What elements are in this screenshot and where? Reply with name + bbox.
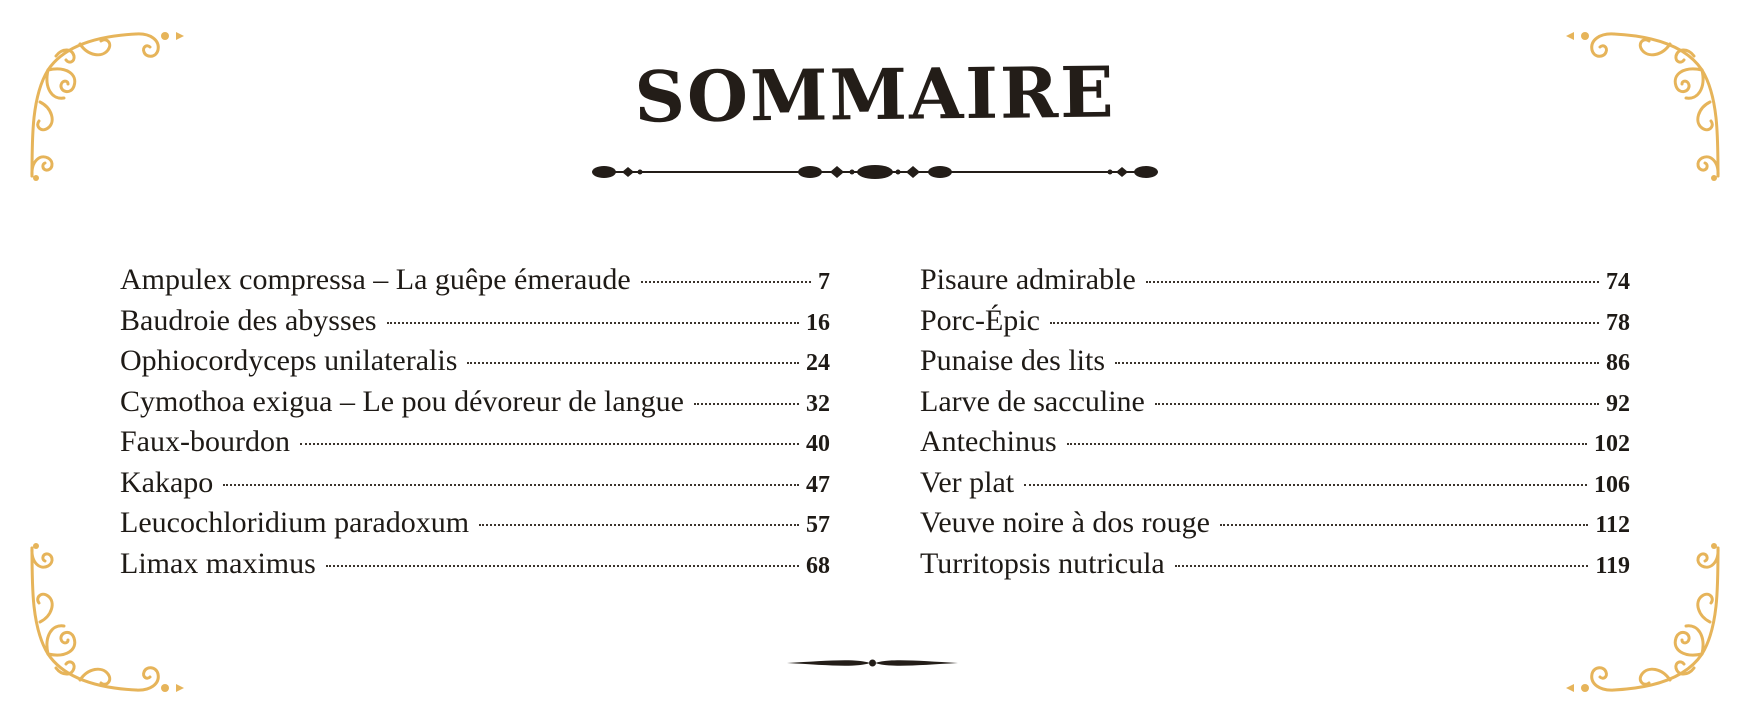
dot-leader bbox=[1175, 565, 1589, 567]
toc-entry[interactable] bbox=[920, 463, 1630, 504]
toc-entry[interactable] bbox=[920, 382, 1630, 423]
toc-entry-page-number: 92 bbox=[1606, 390, 1630, 417]
toc-entry[interactable] bbox=[120, 260, 830, 301]
toc-left-column bbox=[120, 260, 830, 584]
toc-entry[interactable] bbox=[920, 422, 1630, 463]
toc-entry-title: Larve de sacculine bbox=[920, 384, 1145, 418]
toc-entry-page-number: 74 bbox=[1606, 269, 1630, 295]
toc-entry-title: Turritopsis nutricula bbox=[920, 546, 1165, 580]
toc-entry-title: Pisaure admirable bbox=[920, 263, 1136, 296]
toc-entry-page-number: 24 bbox=[806, 350, 830, 376]
toc-entry-page-number: 106 bbox=[1594, 471, 1630, 498]
toc-entry-page-number: 112 bbox=[1595, 512, 1630, 538]
toc-entry-page-number: 86 bbox=[1606, 350, 1630, 376]
toc-entry-page-number: 78 bbox=[1606, 309, 1630, 336]
dot-leader bbox=[1146, 281, 1599, 283]
toc-entry[interactable] bbox=[120, 544, 830, 585]
toc-entry[interactable] bbox=[920, 503, 1630, 544]
dot-leader bbox=[223, 484, 799, 486]
toc-entry-title: Cymothoa exigua – Le pou dévoreur de langue bbox=[120, 384, 684, 418]
toc-right-column bbox=[920, 260, 1630, 584]
dot-leader bbox=[326, 565, 799, 567]
toc-entry-page-number: 57 bbox=[806, 512, 830, 538]
dot-leader bbox=[1067, 443, 1587, 445]
dot-leader bbox=[300, 443, 799, 445]
toc-entry[interactable] bbox=[120, 503, 830, 544]
toc-entry[interactable] bbox=[920, 301, 1630, 342]
toc-entry[interactable] bbox=[120, 382, 830, 423]
dot-leader bbox=[387, 322, 799, 324]
dot-leader bbox=[694, 403, 799, 405]
toc-entry-title: Antechinus bbox=[920, 425, 1057, 458]
toc-entry-title: Faux-bourdon bbox=[120, 425, 290, 458]
toc-entry-title: Ver plat bbox=[920, 465, 1015, 499]
dot-leader bbox=[1024, 484, 1587, 486]
toc-entry-page-number: 47 bbox=[806, 471, 830, 498]
dot-leader bbox=[1050, 322, 1599, 324]
toc-entry-page-number: 32 bbox=[806, 390, 830, 417]
toc-entry-page-number: 40 bbox=[806, 431, 830, 457]
toc-entry-title: Ampulex compressa – La guêpe émeraude bbox=[120, 263, 631, 296]
toc-entry[interactable] bbox=[920, 260, 1630, 301]
toc-entry-title: Baudroie des abysses bbox=[120, 303, 377, 337]
toc-entry-title: Limax maximus bbox=[120, 546, 316, 580]
toc-entry-title: Leucochloridium paradoxum bbox=[120, 506, 470, 539]
toc-entry[interactable] bbox=[120, 463, 830, 504]
dot-leader bbox=[1155, 403, 1599, 405]
dot-leader bbox=[641, 281, 811, 283]
toc-entry-page-number: 16 bbox=[806, 309, 830, 336]
toc-entry-page-number: 7 bbox=[818, 269, 830, 295]
toc-entry-page-number: 119 bbox=[1595, 552, 1630, 579]
toc-entry[interactable] bbox=[920, 341, 1630, 382]
toc-entry-page-number: 102 bbox=[1594, 431, 1630, 457]
page-title: SOMMAIRE bbox=[634, 50, 1116, 139]
ornamental-spindle-icon bbox=[785, 653, 960, 673]
toc-entry[interactable] bbox=[120, 341, 830, 382]
toc-entry-title: Porc-Épic bbox=[920, 303, 1040, 337]
dot-leader bbox=[467, 362, 799, 364]
toc-entry-title: Punaise des lits bbox=[920, 344, 1105, 377]
toc-entry-page-number: 68 bbox=[806, 552, 830, 579]
dot-leader bbox=[479, 524, 799, 526]
toc-entry[interactable] bbox=[120, 301, 830, 342]
toc-entry-title: Ophiocordyceps unilateralis bbox=[120, 344, 458, 377]
toc-entry[interactable] bbox=[920, 544, 1630, 585]
toc-entry-title: Kakapo bbox=[120, 465, 214, 499]
dot-leader bbox=[1220, 524, 1588, 526]
toc-entry-title: Veuve noire à dos rouge bbox=[920, 506, 1210, 539]
ornamental-divider-icon bbox=[590, 160, 1160, 184]
toc-entry[interactable] bbox=[120, 422, 830, 463]
dot-leader bbox=[1115, 362, 1599, 364]
